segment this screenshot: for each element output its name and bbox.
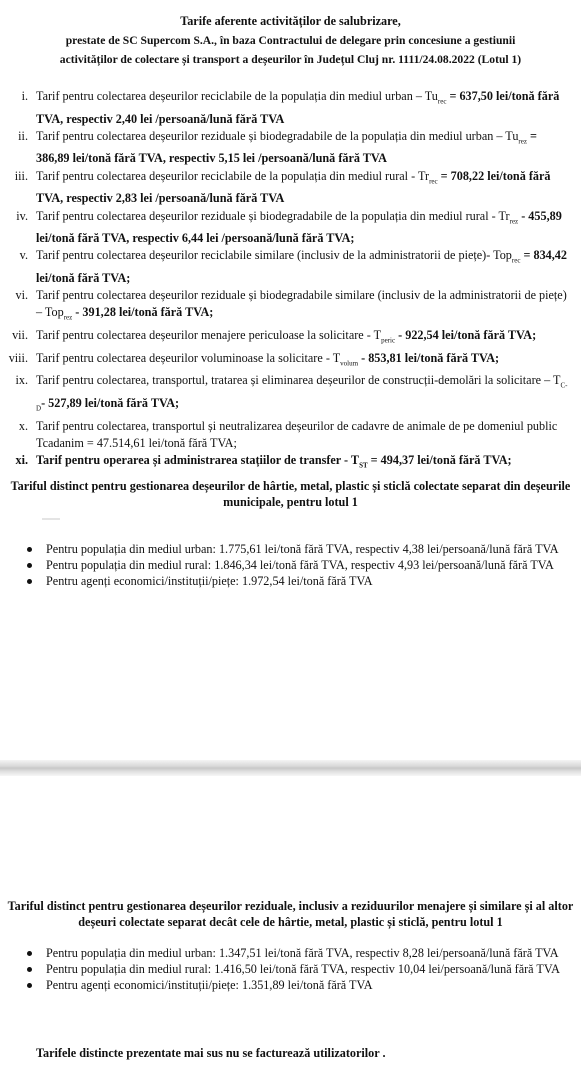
section2-list [0, 946, 581, 994]
tariff-subscript: rez [509, 216, 519, 225]
tariff-item [0, 372, 581, 417]
tariff-subscript: rez [518, 137, 527, 146]
tariff-text: Tarif pentru colectarea deșeurilor voluminoase la solicitare - T [36, 350, 341, 365]
tariff-number: vii. [12, 328, 28, 343]
page-separator [0, 760, 581, 776]
bullet-item [0, 946, 581, 960]
tariff-subscript: C-D [36, 381, 568, 413]
tariff-text: Tarif pentru colectarea deșeurilor reziduale și biodegradabile similare (inclusiv de la administratorii de piețe) – Top [36, 288, 567, 320]
tariff-number: v. [19, 248, 28, 263]
tariff-number: iii. [14, 168, 28, 183]
tariff-subscript: rez [63, 313, 73, 322]
header-line-1: Tarife aferente activităților de salubrizare, [180, 14, 401, 28]
tariff-item [0, 452, 581, 475]
bullet-icon [27, 547, 32, 552]
tariff-item [0, 247, 581, 287]
tariff-value: - 527,89 lei/tonă fără TVA; [41, 395, 180, 410]
tariff-item [0, 350, 581, 373]
tariff-subscript: rec [437, 97, 447, 106]
tariff-subscript: ST [359, 461, 368, 470]
tariff-value: = 494,37 lei/tonă fără TVA; [367, 453, 512, 468]
tariff-number: ii. [18, 128, 28, 143]
footer-note: Tarifele distincte prezentate mai sus nu se facturează utilizatorilor . [36, 1046, 386, 1060]
bullet-item [0, 574, 581, 588]
tariff-value: = 637,50 lei/tonă fără TVA, respectiv 2,40 lei /persoană/lună fără TVA [36, 89, 560, 126]
tariff-number: iv. [16, 208, 28, 223]
tariff-text: Tarif pentru colectarea deșeurilor reciclabile de la populația din mediul rural - Tr [36, 168, 430, 183]
tariff-text: Tarif pentru colectarea deșeurilor reciclabile de la populația din mediul urban – Tu [36, 89, 438, 103]
tariff-value: - 455,89 lei/tonă fără TVA, respectiv 6,44 lei /persoană/lună fără TVA; [36, 208, 562, 246]
tariff-value: = 386,89 lei/tonă fără TVA, respectiv 5,15 lei /persoană/lună fără TVA [36, 128, 537, 166]
tariff-value: - 922,54 lei/tonă fără TVA; [395, 328, 537, 343]
tariff-item [0, 327, 581, 350]
tariff-list [0, 88, 581, 475]
document-header [0, 12, 581, 69]
tariff-value: - 391,28 lei/tonă fără TVA; [72, 305, 214, 320]
bullet-item [0, 978, 581, 992]
bullet-item [0, 558, 581, 572]
tariff-number: viii. [8, 350, 28, 365]
bullet-icon [27, 563, 32, 568]
tariff-text: Tarif pentru colectarea deșeurilor menajere periculoase la solicitare - T [36, 328, 382, 343]
section1-title: Tariful distinct pentru gestionarea deșeurilor de hârtie, metal, plastic și sticlă colectate separat din deșeurile municipale, pentru lotul 1 [10, 479, 571, 509]
bullet-item [0, 542, 581, 556]
tariff-item [0, 128, 581, 168]
tariff-subscript: rec [511, 256, 521, 265]
bullet-text: Pentru populația din mediul urban: 1.347,51 lei/tonă fără TVA, respectiv 8,28 lei/persoană/lună fără TVA [46, 946, 559, 960]
tariff-value: - 853,81 lei/tonă fără TVA; [358, 350, 500, 365]
tariff-value: = 708,22 lei/tonă fără TVA, respectiv 2,83 lei /persoană/lună fără TVA [36, 168, 551, 206]
tariff-subscript: peric [381, 336, 396, 345]
bullet-text: Pentru populația din mediul rural: 1.416,50 lei/tonă fără TVA, respectiv 10,04 lei/persoană/lună fără TVA [46, 962, 560, 976]
tariff-number: x. [18, 418, 28, 433]
tariff-item [0, 208, 581, 248]
tariff-number: i. [21, 89, 28, 103]
bullet-icon [27, 579, 32, 584]
tariff-text: Tarif pentru colectarea deșeurilor reciclabile similare (inclusiv de la administratorii de piețe)- Top [36, 248, 512, 263]
tariff-text: Tarif pentru colectarea deșeurilor reziduale și biodegradabile de la populația din mediul rural - Tr [36, 208, 510, 223]
tariff-item [0, 287, 581, 327]
bullet-text: Pentru populația din mediul urban: 1.775,61 lei/tonă fără TVA, respectiv 4,38 lei/persoană/lună fără TVA [46, 542, 559, 556]
tariff-text: Tarif pentru colectarea, transportul, tratarea și eliminarea deșeurilor de construcții-demolări la solicitare – T [36, 373, 561, 388]
tariff-number: xi. [15, 453, 28, 468]
tariff-text: Tarif pentru colectarea deșeurilor reziduale și biodegradabile de la populația din mediul urban – Tu [36, 128, 519, 143]
bullet-icon [27, 983, 32, 988]
bullet-text: Pentru populația din mediul rural: 1.846,34 lei/tonă fără TVA, respectiv 4,93 lei/persoană/lună fără TVA [46, 558, 554, 572]
tariff-value: = 834,42 lei/tonă fără TVA; [36, 248, 567, 286]
bullet-item [0, 962, 581, 976]
tariff-subscript: rec [429, 177, 438, 186]
bullet-icon [27, 967, 32, 972]
bullet-text: Pentru agenți economici/instituții/piețe: 1.972,54 lei/tonă fără TVA [46, 574, 373, 588]
tariff-number: ix. [15, 373, 28, 388]
tariff-item [0, 168, 581, 208]
bullet-text: Pentru agenți economici/instituții/piețe: 1.351,89 lei/tonă fără TVA [46, 978, 373, 992]
header-line-3: activităților de colectare și transport a deșeurilor în Județul Cluj nr. 1111/24.08.2022 (Lotul 1) [59, 53, 522, 66]
tariff-item [0, 88, 581, 128]
tariff-item [0, 418, 581, 452]
bullet-icon [27, 951, 32, 956]
scan-mark [42, 518, 60, 520]
header-line-2: prestate de SC Supercom S.A., în baza Contractului de delegare prin concesiune a gestiunii [65, 34, 516, 47]
tariff-text: Tarif pentru colectarea, transportul și neutralizarea deșeurilor de cadavre de animale de pe domeniul public Tcadanim = 47.514,61 lei/tonă fără TVA; [36, 418, 558, 450]
tariff-subscript: volum [340, 359, 359, 368]
tariff-text: Tarif pentru operarea și administrarea stațiilor de transfer - T [36, 453, 360, 468]
section2-title: Tariful distinct pentru gestionarea deșeurilor reziduale, inclusiv a reziduurilor menajere și similare și al altor deșeuri colectate separat decât cele de hârtie, metal, plastic și sticlă, pentru lotul 1 [7, 899, 574, 929]
section1-list [0, 542, 581, 590]
tariff-number: vi. [15, 288, 28, 303]
